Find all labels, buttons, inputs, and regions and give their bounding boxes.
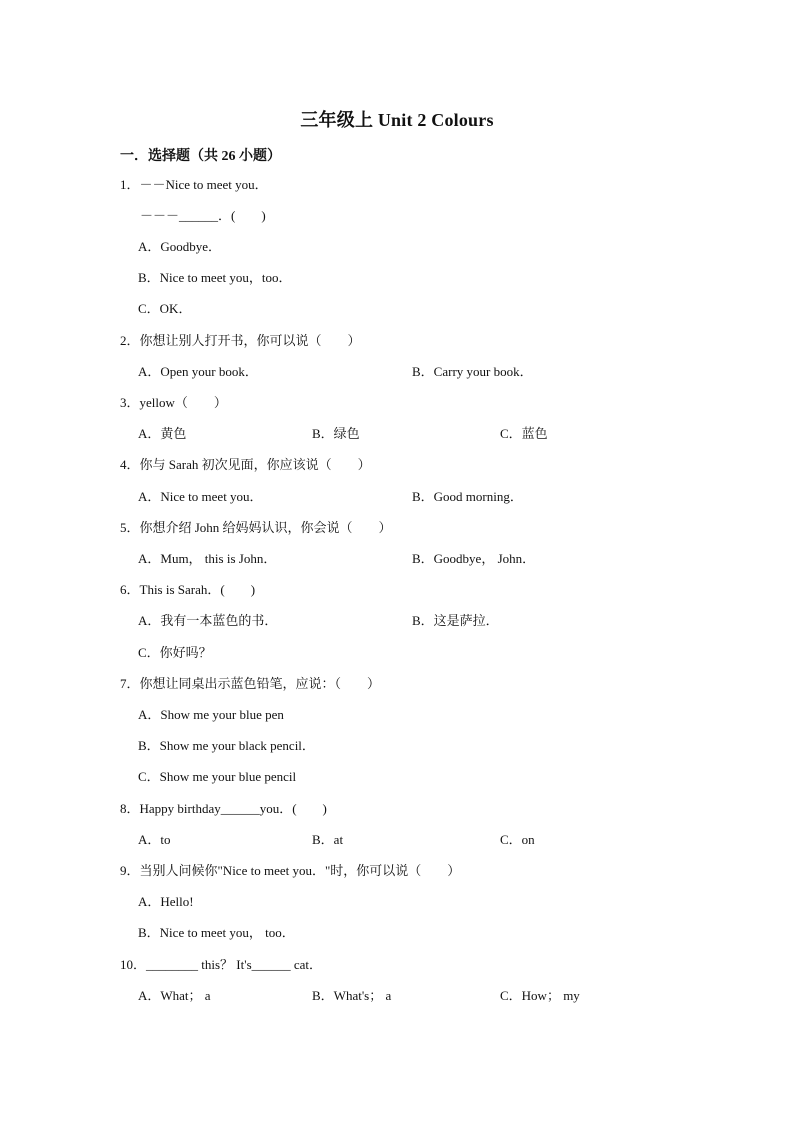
question-9-option-a: A．Hello! — [138, 894, 194, 909]
question-7-option-c: C．Show me your blue pencil — [138, 769, 297, 784]
question-2: 2．你想让别人打开书，你可以说（ ） — [120, 333, 361, 348]
question-1-subline: －－－______．( ) — [140, 208, 266, 223]
question-8-option-b: B．at — [312, 832, 344, 847]
question-10-option-b: B．What's； a — [312, 988, 392, 1003]
question-1-option-a: A．Goodbye． — [138, 239, 222, 254]
question-10: 10．________ this？ It's______ cat． — [120, 957, 323, 972]
question-9-option-b: B．Nice to meet you， too． — [138, 925, 295, 940]
question-6-option-b: B．这是萨拉． — [412, 613, 499, 628]
question-2-option-a: A．Open your book． — [138, 364, 258, 379]
question-6-option-a: A．我有一本蓝色的书． — [138, 613, 278, 628]
question-6-option-c: C．你好吗？ — [138, 645, 212, 660]
question-1: 1．－－Nice to meet you． — [120, 177, 268, 192]
question-8-option-a: A．to — [138, 832, 171, 847]
question-10-option-c: C．How； my — [500, 988, 580, 1003]
question-3: 3．yellow（ ） — [120, 395, 227, 410]
question-5-option-a: A．Mum， this is John． — [138, 551, 277, 566]
question-1-option-c: C．OK． — [138, 301, 192, 316]
question-7-option-b: B．Show me your black pencil． — [138, 738, 315, 753]
question-3-option-c: C．蓝色 — [500, 426, 548, 441]
question-7-option-a: A．Show me your blue pen — [138, 707, 284, 722]
question-4-option-b: B．Good morning． — [412, 489, 523, 504]
question-6: 6．This is Sarah．( ) — [120, 582, 256, 597]
question-8: 8．Happy birthday______you．( ) — [120, 801, 327, 816]
question-7: 7．你想让同桌出示蓝色铅笔，应说：（ ） — [120, 676, 381, 691]
question-5: 5．你想介绍 John 给妈妈认识，你会说（ ） — [120, 520, 392, 535]
question-9: 9．当别人问候你"Nice to meet you．"时，你可以说（ ） — [120, 863, 461, 878]
question-10-option-a: A．What； a — [138, 988, 211, 1003]
question-4-option-a: A．Nice to meet you． — [138, 489, 263, 504]
question-3-option-a: A．黄色 — [138, 426, 187, 441]
question-4: 4．你与 Sarah 初次见面，你应该说（ ） — [120, 457, 371, 472]
question-1-option-b: B．Nice to meet you，too． — [138, 270, 292, 285]
question-2-option-b: B．Carry your book． — [412, 364, 533, 379]
question-8-option-c: C．on — [500, 832, 535, 847]
section-heading: 一．选择题（共 26 小题） — [120, 149, 281, 164]
question-5-option-b: B．Goodbye， John． — [412, 551, 536, 566]
question-3-option-b: B．绿色 — [312, 426, 360, 441]
page-title: 三年级上 Unit 2 Colours — [300, 110, 494, 130]
